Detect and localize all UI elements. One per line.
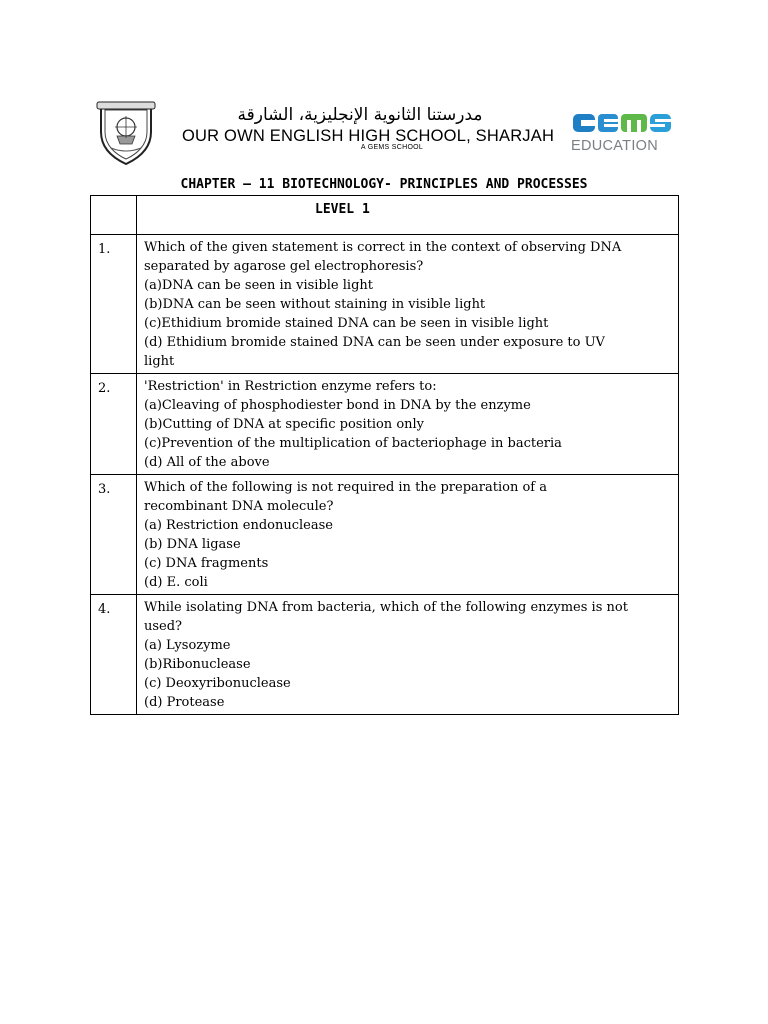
question-text: Which of the given statement is correct in the context of observing DNA <box>144 240 622 255</box>
question-number: 4. <box>91 595 137 715</box>
school-name: OUR OWN ENGLISH HIGH SCHOOL, SHARJAH <box>182 127 555 145</box>
question-body <box>137 235 679 374</box>
gems-education-label: EDUCATION <box>571 138 659 154</box>
answer-option: (c) DNA fragments <box>144 556 269 571</box>
level-label: LEVEL 1 <box>315 202 370 217</box>
question-body <box>137 475 679 595</box>
question-text: used? <box>144 619 183 634</box>
answer-option: (a)Cleaving of phosphodiester bond in DNA by the enzyme <box>144 398 531 413</box>
answer-option: (b)Cutting of DNA at specific position only <box>144 417 425 432</box>
question-text: separated by agarose gel electrophoresis? <box>144 259 424 274</box>
question-number: 3. <box>91 475 137 595</box>
answer-option: (d) E. coli <box>144 575 208 590</box>
level-header-row <box>91 196 679 235</box>
level-header-blank-cell <box>91 196 137 235</box>
answer-option: (c)Prevention of the multiplication of bacteriophage in bacteria <box>144 436 562 451</box>
answer-option: (a) Lysozyme <box>144 638 231 653</box>
question-number: 2. <box>91 374 137 475</box>
answer-option: (c) Deoxyribonuclease <box>144 676 291 691</box>
school-name-arabic: مدرستنا الثانوية الإنجليزية، الشارقة <box>237 105 483 125</box>
level-header-cell <box>137 196 679 235</box>
question-row <box>91 374 679 475</box>
school-subtitle: A GEMS SCHOOL <box>360 144 424 151</box>
school-crest-logo <box>95 100 157 166</box>
answer-option: (d) All of the above <box>144 455 270 470</box>
gems-logo <box>571 111 673 135</box>
question-text: recombinant DNA molecule? <box>144 499 334 514</box>
question-row <box>91 595 679 715</box>
question-row <box>91 475 679 595</box>
question-text: Which of the following is not required in the preparation of a <box>144 480 547 495</box>
question-text: 'Restriction' in Restriction enzyme refers to: <box>144 379 437 394</box>
answer-option: (a) Restriction endonuclease <box>144 518 333 533</box>
question-row <box>91 235 679 374</box>
answer-option: (c)Ethidium bromide stained DNA can be seen in visible light <box>144 316 549 331</box>
chapter-title: CHAPTER – 11 BIOTECHNOLOGY- PRINCIPLES AND PROCESSES <box>180 177 588 192</box>
question-table <box>90 195 679 715</box>
question-number: 1. <box>91 235 137 374</box>
question-body <box>137 374 679 475</box>
answer-option: (b)DNA can be seen without staining in visible light <box>144 297 486 312</box>
answer-option: light <box>144 354 175 369</box>
answer-option: (b) DNA ligase <box>144 537 241 552</box>
answer-option: (b)Ribonuclease <box>144 657 251 672</box>
question-body <box>137 595 679 715</box>
answer-option: (d) Ethidium bromide stained DNA can be seen under exposure to UV <box>144 335 605 350</box>
question-text: While isolating DNA from bacteria, which of the following enzymes is not <box>144 600 628 615</box>
answer-option: (d) Protease <box>144 695 225 710</box>
answer-option: (a)DNA can be seen in visible light <box>144 278 373 293</box>
